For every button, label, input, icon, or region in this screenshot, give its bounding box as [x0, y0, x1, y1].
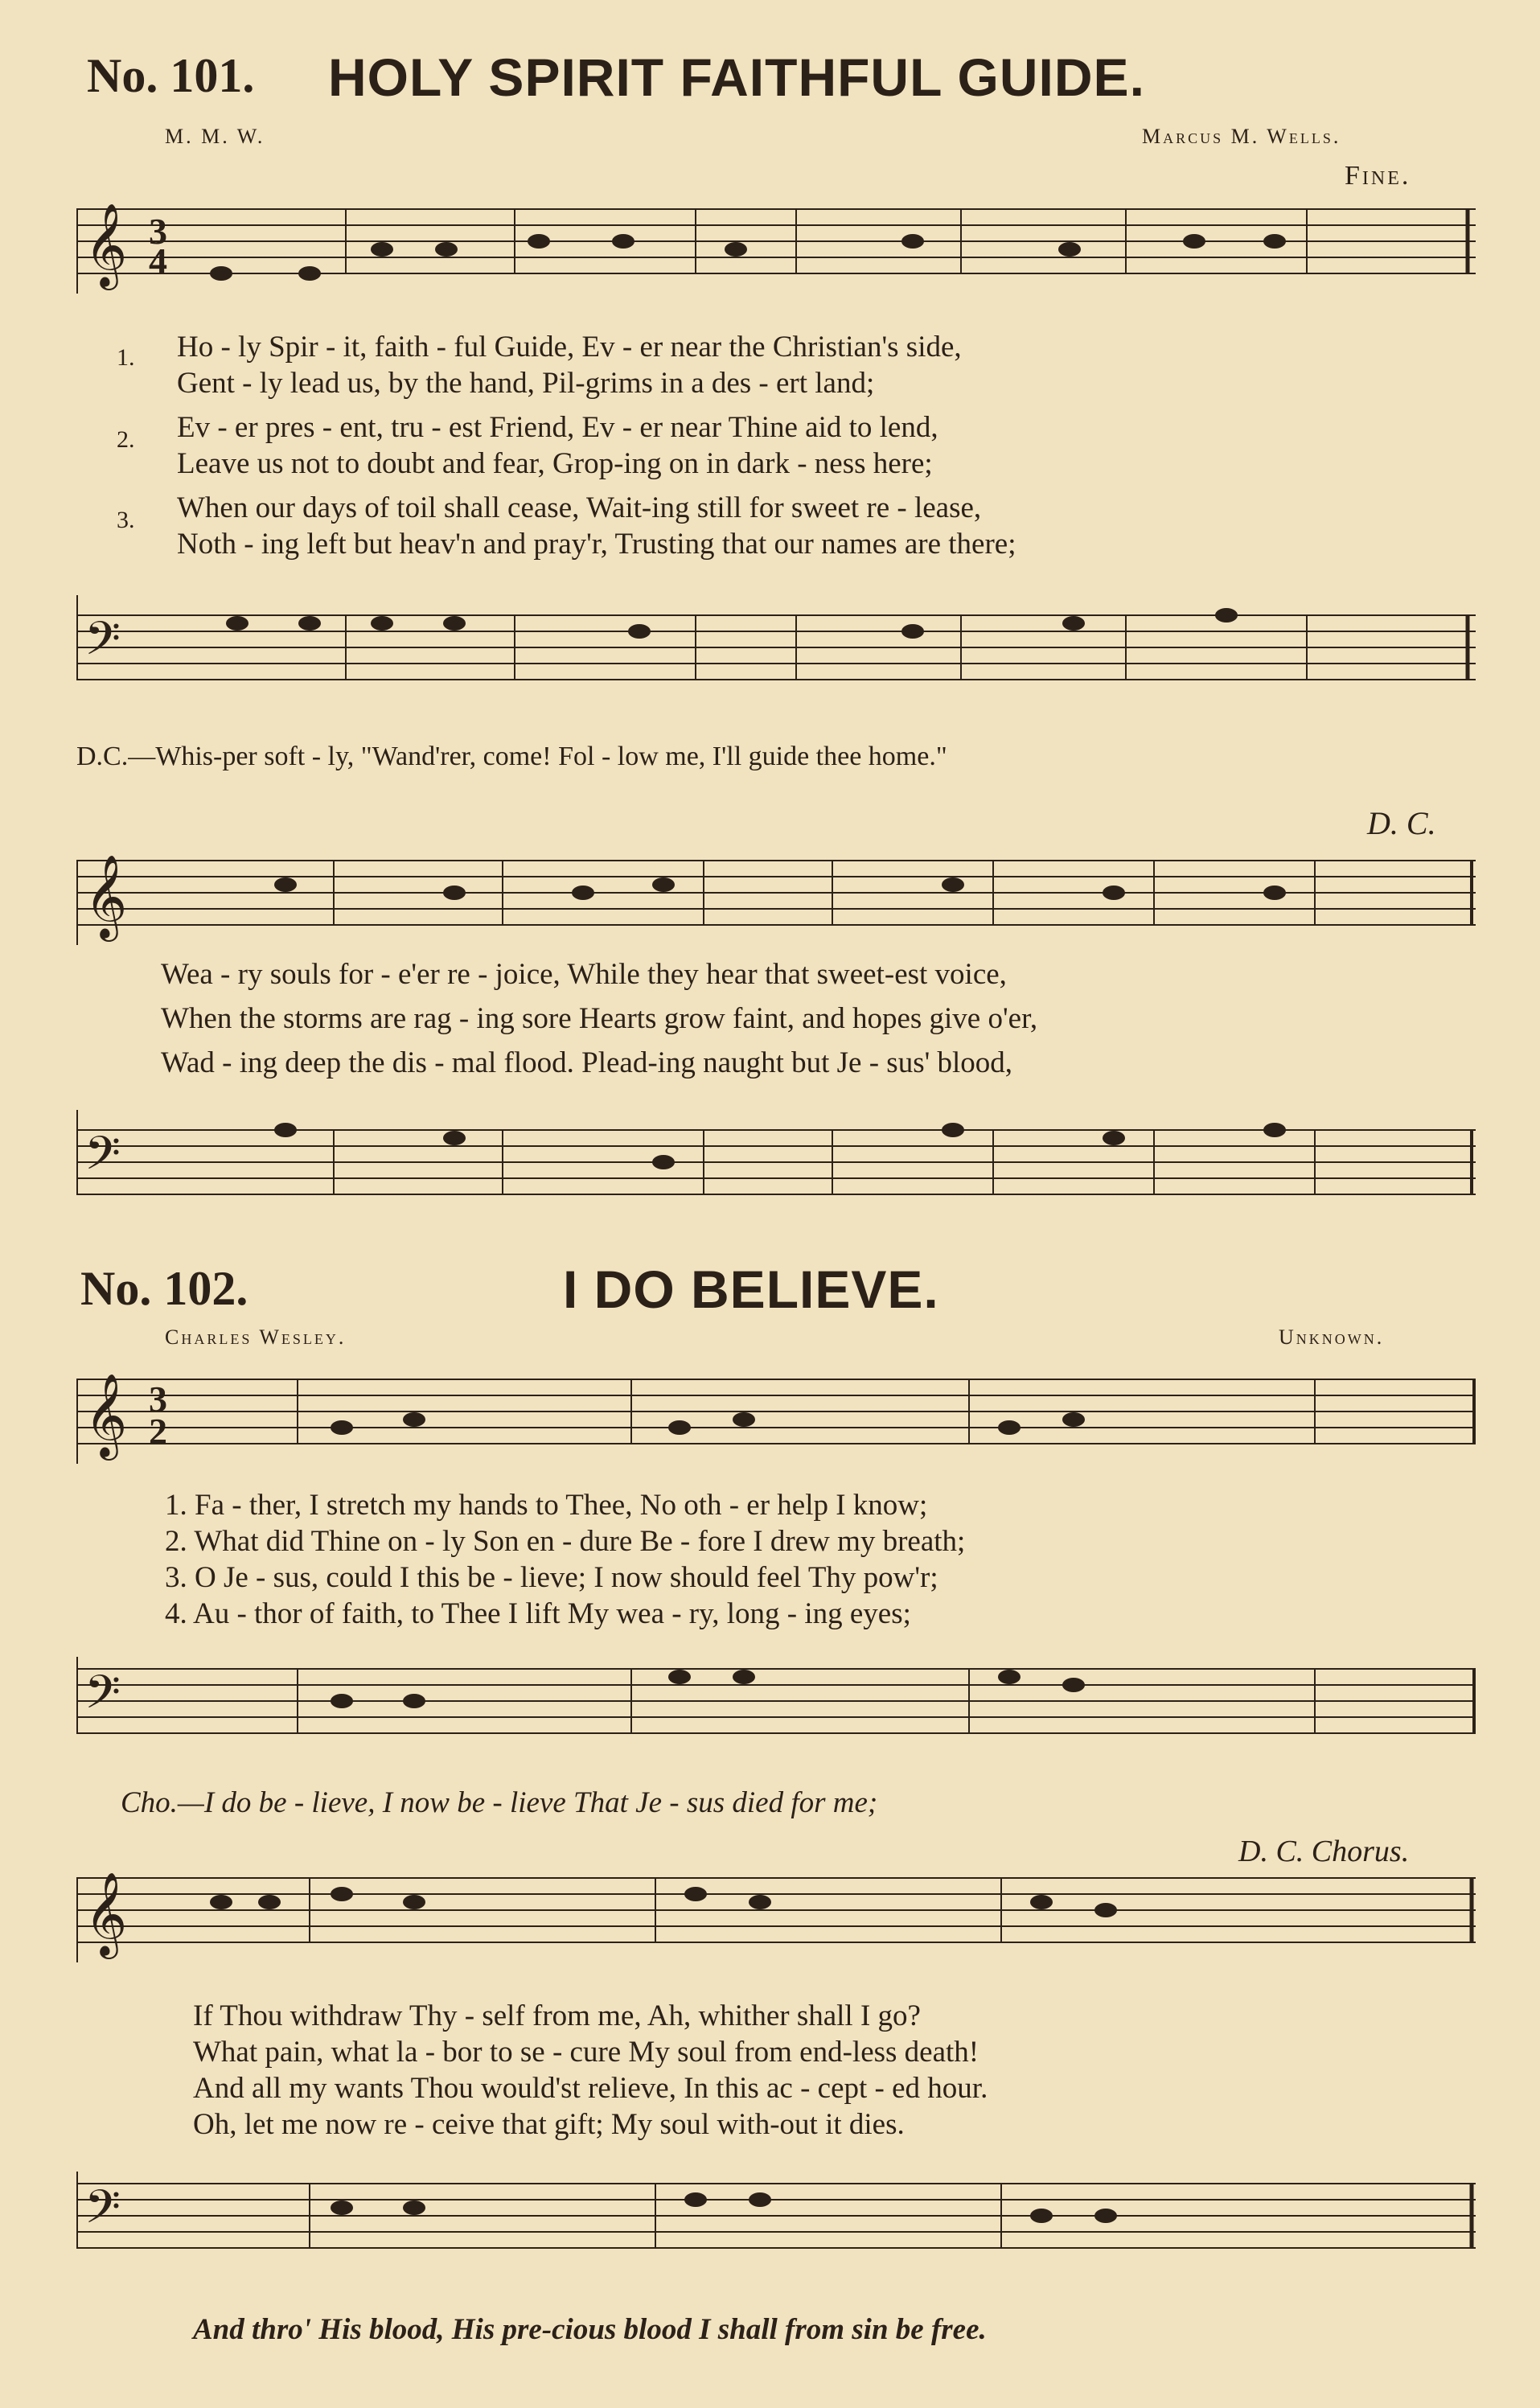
hymn-number: No. 102. — [80, 1262, 248, 1315]
lyric-line: Oh, let me now re - ceive that gift; My soul with-out it dies. — [193, 2108, 905, 2141]
lyric-line: Ev - er pres - ent, tru - est Friend, Ev - er near Thine aid to lend, — [177, 411, 938, 444]
lyric-line: Wad - ing deep the dis - mal flood. Plead-ing naught but Je - sus' blood, — [161, 1046, 1013, 1079]
verse-line — [165, 1524, 965, 1559]
verse-text: What did Thine on - ly Son en - dure Be - fore I drew my breath; — [194, 1525, 966, 1558]
svg-text:𝄢: 𝄢 — [84, 1126, 121, 1192]
verse-line — [165, 1488, 927, 1522]
music-staff-bass — [76, 1657, 1484, 1761]
hymn-number: No. 101. — [87, 49, 255, 102]
svg-text:𝄢: 𝄢 — [84, 611, 121, 677]
music-staff-treble — [76, 1367, 1484, 1464]
lyric-line: Ho - ly Spir - it, faith - ful Guide, Ev - er near the Christian's side, — [177, 331, 962, 364]
svg-text:4: 4 — [149, 240, 167, 281]
svg-text:2: 2 — [149, 1411, 167, 1452]
verse-text: Fa - ther, I stretch my hands to Thee, No oth - er help I know; — [195, 1489, 928, 1522]
verse-number: 4. — [165, 1597, 187, 1630]
composer-credit: Marcus M. Wells. — [1142, 125, 1341, 148]
verse-number: 1. — [117, 344, 135, 371]
music-staff-bass — [76, 595, 1484, 716]
lyric-line: Wea - ry souls for - e'er re - joice, While they hear that sweet-est voice, — [161, 958, 1007, 991]
music-staff-bass — [76, 1110, 1484, 1231]
fine-mark: Fine. — [1345, 161, 1411, 191]
lyric-line: If Thou withdraw Thy - self from me, Ah, whither shall I go? — [193, 1999, 921, 2032]
chorus-line: Cho.—I do be - lieve, I now be - lieve That Je - sus died for me; — [121, 1786, 878, 1819]
svg-text:3: 3 — [149, 211, 167, 252]
svg-text:𝄞: 𝄞 — [84, 1872, 128, 1956]
music-staff-treble — [76, 849, 1484, 945]
music-staff-treble — [76, 197, 1484, 294]
verse-number: 3. — [165, 1561, 187, 1594]
verse-line — [165, 1560, 938, 1595]
lyric-line: When our days of toil shall cease, Wait-ing still for sweet re - lease, — [177, 491, 982, 524]
music-staff-bass — [76, 2172, 1484, 2276]
verse-text: O Je - sus, could I this be - lieve; I now should feel Thy pow'r; — [195, 1561, 938, 1594]
lyric-line: Noth - ing left but heav'n and pray'r, Trusting that our names are there; — [177, 528, 1016, 561]
verse-number: 2. — [165, 1525, 187, 1558]
author-credit: Charles Wesley. — [165, 1325, 347, 1349]
lyric-line: And all my wants Thou would'st relieve, In this ac - cept - ed hour. — [193, 2072, 988, 2105]
svg-text:𝄞: 𝄞 — [84, 854, 128, 939]
svg-text:𝄢: 𝄢 — [84, 1665, 121, 1731]
dc-lyric-line: D.C.—Whis-per soft - ly, "Wand'rer, come! Fol - low me, I'll guide thee home." — [76, 742, 947, 771]
lyric-line: When the storms are rag - ing sore Hearts grow faint, and hopes give o'er, — [161, 1002, 1038, 1035]
dc-mark: D. C. — [1367, 805, 1436, 841]
svg-text:𝄞: 𝄞 — [84, 203, 128, 287]
verse-number: 2. — [117, 426, 135, 453]
lyric-line: Gent - ly lead us, by the hand, Pil-grims in a des - ert land; — [177, 367, 875, 400]
author-credit: M. M. W. — [165, 125, 265, 148]
dc-chorus-mark: D. C. Chorus. — [1238, 1835, 1410, 1868]
verse-number: 3. — [117, 507, 135, 533]
composer-credit: Unknown. — [1279, 1325, 1385, 1349]
svg-text:3: 3 — [149, 1379, 167, 1420]
hymn-title: I DO BELIEVE. — [563, 1259, 939, 1319]
final-lyric-line: And thro' His blood, His pre-cious blood I shall from sin be free. — [193, 2313, 987, 2346]
verse-line — [165, 1596, 911, 1631]
verse-number: 1. — [165, 1489, 187, 1522]
hymn-title: HOLY SPIRIT FAITHFUL GUIDE. — [328, 47, 1145, 107]
music-staff-treble — [76, 1866, 1484, 1962]
lyric-line: What pain, what la - bor to se - cure My soul from end-less death! — [193, 2036, 979, 2069]
verse-text: Au - thor of faith, to Thee I lift My wea - ry, long - ing eyes; — [192, 1597, 911, 1630]
lyric-line: Leave us not to doubt and fear, Grop-ing on in dark - ness here; — [177, 447, 933, 480]
svg-text:𝄞: 𝄞 — [84, 1373, 128, 1457]
svg-text:𝄢: 𝄢 — [84, 2180, 121, 2246]
